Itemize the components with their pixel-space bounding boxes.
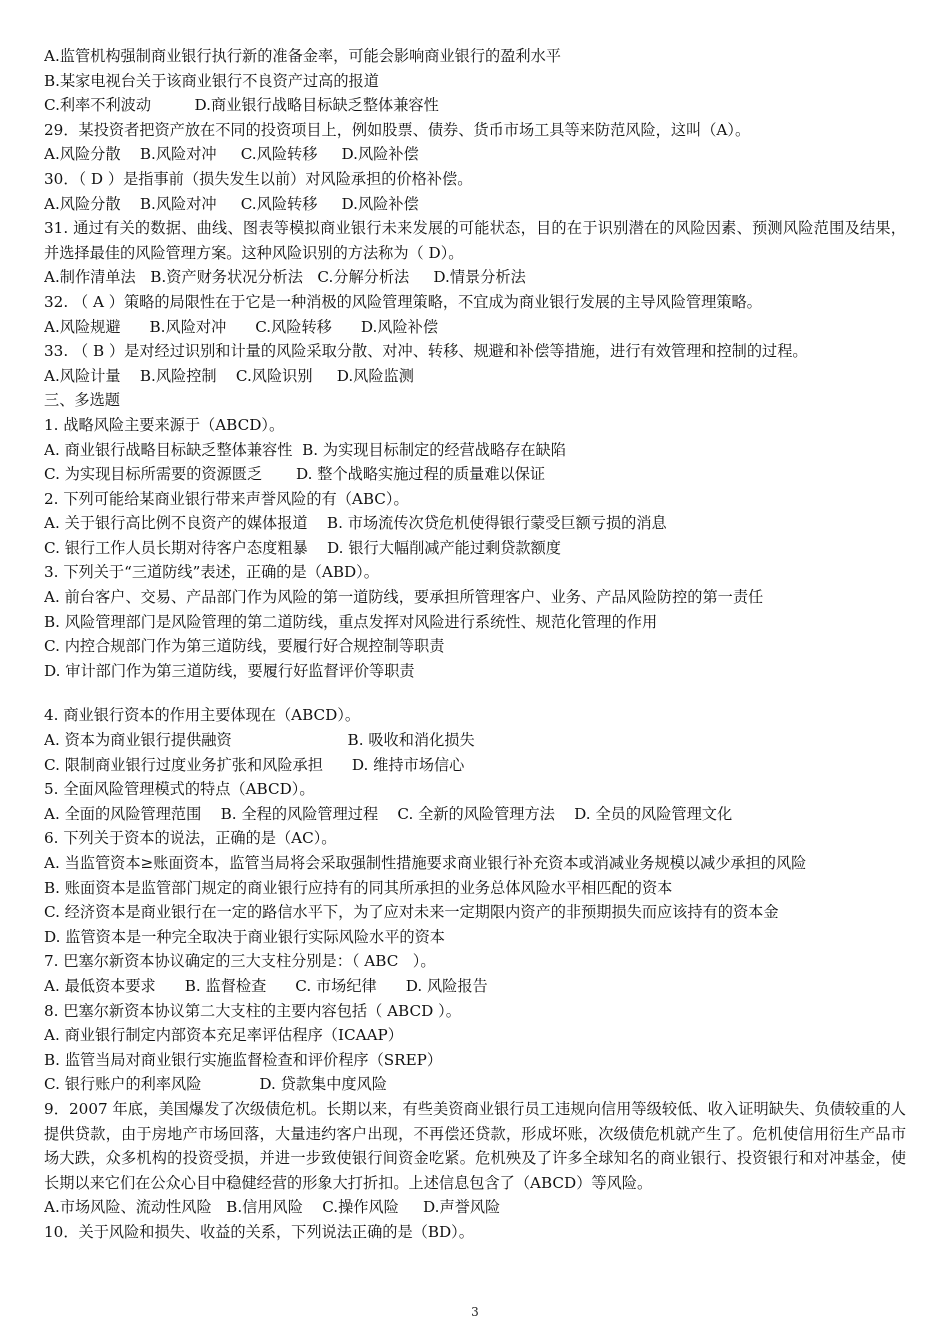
text-line: A.风险计量 B.风险控制 C.风险识别 D.风险监测 — [44, 366, 414, 385]
text-line: C. 银行工作人员长期对待客户态度粗暴 D. 银行大幅削减产能过剩贷款额度 — [44, 538, 561, 557]
text-line: 6. 下列关于资本的说法，正确的是（AC）。 — [44, 829, 337, 848]
text-line: 10．关于风险和损失、收益的关系，下列说法正确的是（BD）。 — [44, 1222, 474, 1241]
text-line: 29．某投资者把资产放在不同的投资项目上，例如股票、债券、货币市场工具等来防范风险，这叫（A）。 — [44, 120, 751, 139]
text-line: A.风险规避 B.风险对冲 C.风险转移 D.风险补偿 — [44, 317, 439, 336]
text-line: A. 当监管资本≥账面资本，监管当局将会采取强制性措施要求商业银行补充资本或消减业务规模以减少承担的风险 — [44, 854, 807, 872]
text-block-end — [44, 1195, 906, 1244]
text-block-top — [44, 44, 906, 216]
page-number: 3 — [471, 1305, 479, 1319]
text-line: A. 商业银行制定内部资本充足率评估程序（ICAAP） — [44, 1026, 403, 1045]
text-line: A.风险分散 B.风险对冲 C.风险转移 D.风险补偿 — [44, 145, 419, 164]
text-line: A.风险分散 B.风险对冲 C.风险转移 D.风险补偿 — [44, 194, 419, 213]
text-line: C. 经济资本是商业银行在一定的路信水平下，为了应对未来一定期限内资产的非预期损失而应该持有的资本金 — [44, 903, 779, 922]
text-line: 2. 下列可能给某商业银行带来声誉风险的有（ABC）。 — [44, 489, 409, 508]
text-line: A. 关于银行高比例不良资产的媒体报道 B. 市场流传次贷危机使得银行蒙受巨额亏损的消息 — [44, 514, 667, 533]
text-line: D. 审计部门作为第三道防线，要履行好监督评价等职责 — [44, 661, 415, 680]
blank-spacer — [44, 683, 906, 703]
text-line: 4. 商业银行资本的作用主要体现在（ABCD）。 — [44, 706, 361, 725]
text-line: A.制作清单法 B.资产财务状况分析法 C.分解分析法 D.情景分析法 — [44, 268, 526, 287]
text-line: 8. 巴塞尔新资本协议第二大支柱的主要内容包括（ ABCD ）。 — [44, 1001, 461, 1020]
text-line: 5. 全面风险管理模式的特点（ABCD）。 — [44, 780, 315, 799]
text-line: 三、多选题 — [44, 391, 120, 410]
text-line: C.利率不利波动 D.商业银行战略目标缺乏整体兼容性 — [44, 96, 439, 115]
text-line: B. 监管当局对商业银行实施监督检查和评价程序（SREP） — [44, 1050, 443, 1069]
text-line: A. 资本为商业银行提供融资 B. 吸收和消化损失 — [44, 731, 475, 750]
page-body — [44, 44, 906, 1245]
text-line: A. 全面的风险管理范围 B. 全程的风险管理过程 C. 全新的风险管理方法 D. 全员的风险管理文化 — [44, 804, 733, 823]
text-line: A.市场风险、流动性风险 B.信用风险 C.操作风险 D.声誉风险 — [44, 1198, 501, 1217]
text-line: C. 为实现目标所需要的资源匮乏 D. 整个战略实施过程的质量难以保证 — [44, 465, 546, 484]
text-line: B. 风险管理部门是风险管理的第二道防线，重点发挥对风险进行系统性、规范化管理的作用 — [44, 612, 658, 631]
text-line: D. 监管资本是一种完全取决于商业银行实际风险水平的资本 — [44, 927, 445, 946]
text-line: 33. （ B ）是对经过识别和计量的风险采取分散、对冲、转移、规避和补偿等措施，进行有效管理和控制的过程。 — [44, 342, 808, 361]
text-line: 30．（ D ）是指事前（损失发生以前）对风险承担的价格补偿。 — [44, 169, 473, 188]
text-line: A. 前台客户、交易、产品部门作为风险的第一道防线，要承担所管理客户、业务、产品风险防控的第一责任 — [44, 588, 764, 607]
text-line: 3. 下列关于“三道防线”表述，正确的是（ABD）。 — [44, 563, 379, 582]
text-line: 7. 巴塞尔新资本协议确定的三大支柱分别是：（ ABC ）。 — [44, 952, 436, 971]
text-block-bottom — [44, 703, 906, 1097]
text-line: 32. （ A ）策略的局限性在于它是一种消极的风险管理策略，不宜成为商业银行发展的主导风险管理策略。 — [44, 292, 762, 311]
text-line: A. 商业银行战略目标缺乏整体兼容性 B. 为实现目标制定的经营战略存在缺陷 — [44, 440, 566, 459]
text-line: A.监管机构强制商业银行执行新的准备金率，可能会影响商业银行的盈利水平 — [44, 47, 561, 65]
text-line: 1. 战略风险主要来源于（ABCD）。 — [44, 415, 285, 434]
question-31-text: 31. 通过有关的数据、曲线、图表等模拟商业银行未来发展的可能状态，目的在于识别潜在的风险因素、预测风险范围及结果，并选择最佳的风险管理方案。这种风险识别的方法称为（ D）。 — [44, 219, 906, 262]
text-line: B.某家电视台关于该商业银行不良资产过高的报道 — [44, 71, 379, 90]
text-block-middle — [44, 265, 906, 683]
text-line: C. 限制商业银行过度业务扩张和风险承担 D. 维持市场信心 — [44, 755, 465, 774]
text-line: C. 银行账户的利率风险 D. 贷款集中度风险 — [44, 1075, 387, 1094]
text-line: B. 账面资本是监管部门规定的商业银行应持有的同其所承担的业务总体风险水平相匹配的资本 — [44, 878, 673, 897]
text-line: C. 内控合规部门作为第三道防线，要履行好合规控制等职责 — [44, 637, 445, 656]
text-line: A. 最低资本要求 B. 监督检查 C. 市场纪律 D. 风险报告 — [44, 976, 488, 995]
question-9-text: 9．2007 年底，美国爆发了次级债危机。长期以来，有些美资商业银行员工违规向信用等级较低、收入证明缺失、负债较重的人提供贷款，由于房地产市场回落，大量违约客户出现，不再偿还贷款，形成坏账，次级债危机就产生了。危机使信用衍生产品市场大跌，众多机构的投资受损，并进一步致使银行间资金吃紧。危机殃及了许多全球知名的商业银行、投资银行和对冲基金，使长期以来它们在公众心目中稳健经营的形象大打折扣。上述信息包含了（ABCD）等风险。 — [44, 1099, 906, 1192]
